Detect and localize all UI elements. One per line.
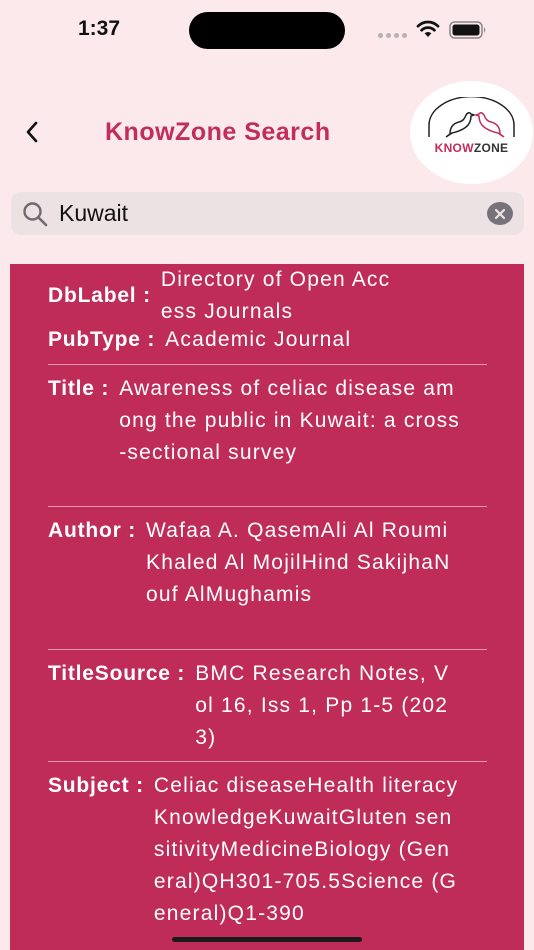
back-button[interactable] bbox=[18, 118, 46, 146]
field-subject bbox=[48, 762, 487, 950]
field-title bbox=[48, 365, 487, 507]
dynamic-island bbox=[189, 12, 345, 49]
titlesource-value: BMC Research Notes, Vol 16, Iss 1, Pp 1-5 (2023) bbox=[195, 662, 450, 749]
chevron-left-icon bbox=[24, 120, 40, 144]
logo-text-know: KNOW bbox=[434, 141, 474, 155]
page-title: KnowZone Search bbox=[105, 118, 331, 146]
status-time: 1:37 bbox=[78, 17, 121, 40]
battery-icon bbox=[449, 21, 487, 39]
author-value: Wafaa A. QasemAli Al RoumiKhaled Al MojilHind SakijhaNouf AlMughamis bbox=[146, 519, 451, 606]
search-field[interactable] bbox=[11, 192, 524, 235]
close-icon bbox=[494, 208, 506, 220]
wifi-icon bbox=[416, 20, 440, 38]
result-card[interactable] bbox=[10, 264, 524, 950]
dblabel-label: DbLabel : bbox=[48, 284, 151, 307]
dblabel-value: Directory of Open Access Journals bbox=[160, 268, 391, 323]
clear-search-button[interactable] bbox=[487, 202, 513, 225]
field-author bbox=[48, 507, 487, 650]
title-label: Title : bbox=[48, 377, 110, 400]
titlesource-label: TitleSource : bbox=[48, 662, 186, 685]
logo-text-zone: ZONE bbox=[473, 141, 509, 155]
search-input[interactable]: Kuwait bbox=[59, 200, 129, 226]
field-group-source bbox=[48, 264, 487, 365]
status-bar bbox=[0, 0, 534, 60]
pubtype-label: PubType : bbox=[48, 328, 156, 351]
cellular-signal-icon bbox=[378, 33, 407, 38]
author-label: Author : bbox=[48, 519, 137, 542]
pubtype-value: Academic Journal bbox=[165, 328, 352, 351]
home-indicator[interactable] bbox=[172, 937, 362, 942]
subject-value: Celiac diseaseHealth literacyKnowledgeKuwaitGluten sensitivityMedicineBiology (General)QH301-705.5Science (General)Q1-390 bbox=[153, 774, 459, 925]
subject-label: Subject : bbox=[48, 774, 144, 797]
birds-logo-icon bbox=[424, 97, 519, 139]
knowzone-logo bbox=[410, 81, 533, 184]
navigation-bar bbox=[0, 70, 534, 190]
field-title-source bbox=[48, 650, 487, 762]
search-icon bbox=[22, 201, 48, 227]
title-value: Awareness of celiac disease among the public in Kuwait: a cross-sectional survey bbox=[119, 377, 460, 464]
